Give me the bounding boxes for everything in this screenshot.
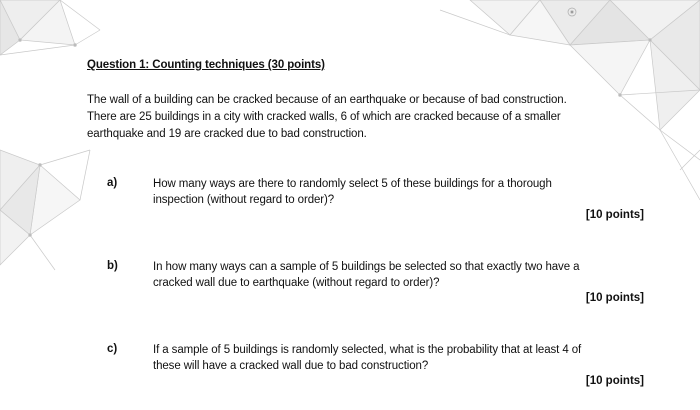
part-c-line: If a sample of 5 buildings is randomly selected, what is the probability that at least 4 of <box>153 344 582 356</box>
intro-line: There are 25 buildings in a city with cracked walls, 6 of which are cracked because of a smaller <box>87 111 561 123</box>
part-a-label: a) <box>107 177 118 189</box>
part-a-line: How many ways are there to randomly select 5 of these buildings for a thorough <box>153 178 552 190</box>
part-c-line: these will have a cracked wall due to bad construction? <box>153 360 429 372</box>
intro-line: earthquake and 19 are cracked due to bad construction. <box>87 128 367 140</box>
part-a-points: [10 points] <box>585 209 644 221</box>
part-c-points: [10 points] <box>585 375 644 387</box>
part-b-points: [10 points] <box>585 292 644 304</box>
question-title: Question 1: Counting techniques (30 points) <box>87 59 325 71</box>
part-c-text <box>153 342 653 374</box>
question-intro <box>87 92 647 143</box>
part-a-text <box>153 176 653 208</box>
intro-line: The wall of a building can be cracked because of an earthquake or because of bad construction. <box>87 94 567 106</box>
part-b-line: cracked wall due to earthquake (without regard to order)? <box>153 277 440 289</box>
part-b-line: In how many ways can a sample of 5 buildings be selected so that exactly two have a <box>153 261 580 273</box>
part-a-line: inspection (without regard to order)? <box>153 194 335 206</box>
part-c-label: c) <box>107 343 118 355</box>
part-b-label: b) <box>107 260 118 272</box>
part-b-text <box>153 259 653 291</box>
